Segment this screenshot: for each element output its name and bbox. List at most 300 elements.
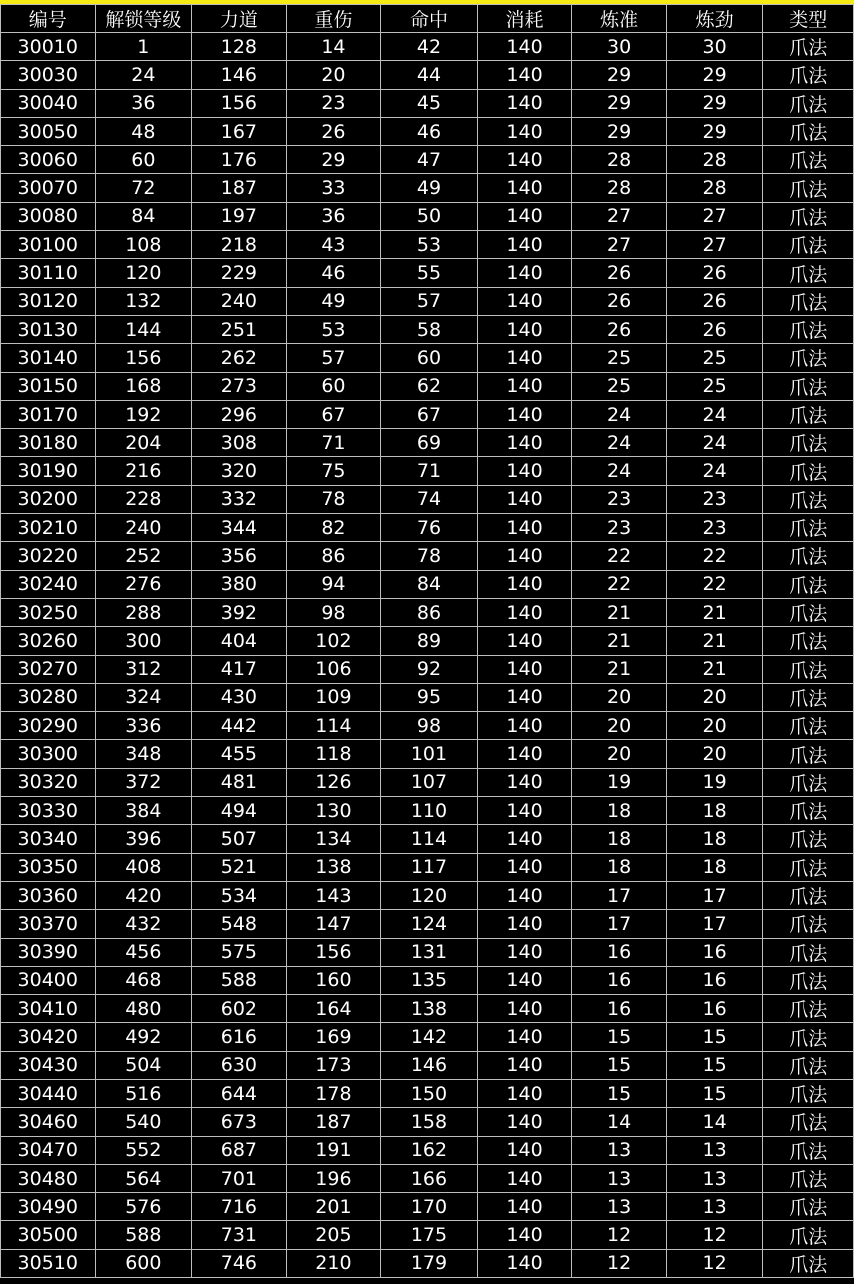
cell-cost: 140 bbox=[477, 485, 572, 513]
header-strength: 力道 bbox=[192, 5, 287, 33]
cell-heavy-damage: 109 bbox=[286, 683, 381, 711]
cell-cost: 140 bbox=[477, 1249, 572, 1277]
cell-refine-accuracy: 24 bbox=[572, 400, 667, 428]
table-row bbox=[1, 400, 854, 428]
cell-cost: 140 bbox=[477, 712, 572, 740]
header-refine-accuracy: 炼准 bbox=[572, 5, 667, 33]
cell-cost: 140 bbox=[477, 683, 572, 711]
cell-refine-accuracy: 12 bbox=[572, 1249, 667, 1277]
cell-strength: 442 bbox=[192, 712, 287, 740]
cell-cost: 140 bbox=[477, 315, 572, 343]
cell-refine-power: 25 bbox=[666, 372, 763, 400]
cell-cost: 140 bbox=[477, 146, 572, 174]
cell-id: 30410 bbox=[1, 995, 96, 1023]
cell-cost: 140 bbox=[477, 542, 572, 570]
cell-cost: 140 bbox=[477, 825, 572, 853]
cell-refine-power: 26 bbox=[666, 287, 763, 315]
cell-heavy-damage: 46 bbox=[286, 259, 381, 287]
cell-type: 爪法 bbox=[763, 259, 854, 287]
cell-refine-accuracy: 24 bbox=[572, 429, 667, 457]
cell-id: 30290 bbox=[1, 712, 96, 740]
cell-refine-power: 20 bbox=[666, 712, 763, 740]
cell-refine-power: 16 bbox=[666, 995, 763, 1023]
cell-type: 爪法 bbox=[763, 61, 854, 89]
cell-accuracy: 78 bbox=[381, 542, 478, 570]
cell-cost: 140 bbox=[477, 1136, 572, 1164]
cell-accuracy: 114 bbox=[381, 825, 478, 853]
cell-unlock-level: 1 bbox=[95, 33, 192, 61]
table-row bbox=[1, 1164, 854, 1192]
cell-accuracy: 117 bbox=[381, 853, 478, 881]
table-row bbox=[1, 995, 854, 1023]
cell-unlock-level: 576 bbox=[95, 1193, 192, 1221]
cell-unlock-level: 288 bbox=[95, 598, 192, 626]
table-row bbox=[1, 33, 854, 61]
cell-refine-accuracy: 18 bbox=[572, 825, 667, 853]
cell-refine-power: 29 bbox=[666, 117, 763, 145]
cell-refine-power: 23 bbox=[666, 485, 763, 513]
cell-accuracy: 142 bbox=[381, 1023, 478, 1051]
cell-accuracy: 86 bbox=[381, 598, 478, 626]
table-row bbox=[1, 485, 854, 513]
table-row bbox=[1, 1221, 854, 1249]
cell-accuracy: 120 bbox=[381, 881, 478, 909]
cell-strength: 430 bbox=[192, 683, 287, 711]
cell-refine-power: 22 bbox=[666, 570, 763, 598]
cell-cost: 140 bbox=[477, 768, 572, 796]
cell-id: 30050 bbox=[1, 117, 96, 145]
cell-unlock-level: 336 bbox=[95, 712, 192, 740]
cell-id: 30130 bbox=[1, 315, 96, 343]
cell-cost: 140 bbox=[477, 995, 572, 1023]
cell-cost: 140 bbox=[477, 655, 572, 683]
cell-cost: 140 bbox=[477, 429, 572, 457]
cell-type: 爪法 bbox=[763, 287, 854, 315]
cell-accuracy: 69 bbox=[381, 429, 478, 457]
cell-refine-power: 18 bbox=[666, 825, 763, 853]
table-row bbox=[1, 797, 854, 825]
cell-refine-accuracy: 26 bbox=[572, 259, 667, 287]
cell-refine-accuracy: 25 bbox=[572, 372, 667, 400]
cell-cost: 140 bbox=[477, 457, 572, 485]
cell-refine-accuracy: 30 bbox=[572, 33, 667, 61]
cell-id: 30330 bbox=[1, 797, 96, 825]
cell-id: 30200 bbox=[1, 485, 96, 513]
cell-heavy-damage: 23 bbox=[286, 89, 381, 117]
cell-refine-power: 23 bbox=[666, 514, 763, 542]
cell-heavy-damage: 173 bbox=[286, 1051, 381, 1079]
cell-refine-accuracy: 23 bbox=[572, 485, 667, 513]
cell-strength: 273 bbox=[192, 372, 287, 400]
cell-refine-accuracy: 16 bbox=[572, 938, 667, 966]
table-row bbox=[1, 146, 854, 174]
cell-refine-power: 19 bbox=[666, 768, 763, 796]
cell-cost: 140 bbox=[477, 853, 572, 881]
cell-cost: 140 bbox=[477, 287, 572, 315]
cell-type: 爪法 bbox=[763, 740, 854, 768]
cell-refine-power: 29 bbox=[666, 61, 763, 89]
cell-type: 爪法 bbox=[763, 1079, 854, 1107]
cell-refine-power: 13 bbox=[666, 1136, 763, 1164]
cell-heavy-damage: 29 bbox=[286, 146, 381, 174]
cell-strength: 575 bbox=[192, 938, 287, 966]
cell-unlock-level: 420 bbox=[95, 881, 192, 909]
cell-unlock-level: 216 bbox=[95, 457, 192, 485]
cell-type: 爪法 bbox=[763, 1136, 854, 1164]
table-row bbox=[1, 910, 854, 938]
table-row bbox=[1, 1136, 854, 1164]
cell-strength: 229 bbox=[192, 259, 287, 287]
cell-id: 30400 bbox=[1, 966, 96, 994]
cell-id: 30210 bbox=[1, 514, 96, 542]
cell-heavy-damage: 14 bbox=[286, 33, 381, 61]
cell-refine-power: 13 bbox=[666, 1164, 763, 1192]
table-body bbox=[1, 33, 854, 1278]
cell-cost: 140 bbox=[477, 570, 572, 598]
cell-refine-accuracy: 22 bbox=[572, 542, 667, 570]
cell-id: 30490 bbox=[1, 1193, 96, 1221]
header-refine-power: 炼劲 bbox=[666, 5, 763, 33]
cell-heavy-damage: 178 bbox=[286, 1079, 381, 1107]
cell-type: 爪法 bbox=[763, 457, 854, 485]
cell-heavy-damage: 43 bbox=[286, 231, 381, 259]
table-header-row bbox=[1, 5, 854, 33]
cell-type: 爪法 bbox=[763, 231, 854, 259]
cell-cost: 140 bbox=[477, 117, 572, 145]
header-heavy-damage: 重伤 bbox=[286, 5, 381, 33]
table-row bbox=[1, 1079, 854, 1107]
cell-id: 30010 bbox=[1, 33, 96, 61]
table-row bbox=[1, 655, 854, 683]
cell-refine-accuracy: 22 bbox=[572, 570, 667, 598]
cell-accuracy: 74 bbox=[381, 485, 478, 513]
cell-refine-accuracy: 21 bbox=[572, 598, 667, 626]
cell-type: 爪法 bbox=[763, 655, 854, 683]
cell-strength: 146 bbox=[192, 61, 287, 89]
cell-unlock-level: 132 bbox=[95, 287, 192, 315]
cell-strength: 644 bbox=[192, 1079, 287, 1107]
cell-accuracy: 71 bbox=[381, 457, 478, 485]
table-row bbox=[1, 1108, 854, 1136]
cell-id: 30110 bbox=[1, 259, 96, 287]
cell-cost: 140 bbox=[477, 33, 572, 61]
cell-heavy-damage: 118 bbox=[286, 740, 381, 768]
cell-refine-power: 18 bbox=[666, 797, 763, 825]
cell-id: 30280 bbox=[1, 683, 96, 711]
cell-heavy-damage: 36 bbox=[286, 202, 381, 230]
cell-id: 30420 bbox=[1, 1023, 96, 1051]
cell-cost: 140 bbox=[477, 400, 572, 428]
cell-unlock-level: 600 bbox=[95, 1249, 192, 1277]
cell-refine-accuracy: 13 bbox=[572, 1136, 667, 1164]
cell-accuracy: 46 bbox=[381, 117, 478, 145]
header-unlock-level: 解锁等级 bbox=[95, 5, 192, 33]
cell-refine-power: 17 bbox=[666, 881, 763, 909]
cell-type: 爪法 bbox=[763, 146, 854, 174]
cell-unlock-level: 204 bbox=[95, 429, 192, 457]
cell-heavy-damage: 205 bbox=[286, 1221, 381, 1249]
cell-refine-accuracy: 16 bbox=[572, 995, 667, 1023]
cell-refine-power: 21 bbox=[666, 627, 763, 655]
cell-strength: 156 bbox=[192, 89, 287, 117]
cell-refine-power: 30 bbox=[666, 33, 763, 61]
header-cost: 消耗 bbox=[477, 5, 572, 33]
cell-heavy-damage: 187 bbox=[286, 1108, 381, 1136]
cell-accuracy: 76 bbox=[381, 514, 478, 542]
cell-unlock-level: 552 bbox=[95, 1136, 192, 1164]
cell-id: 30350 bbox=[1, 853, 96, 881]
header-accuracy: 命中 bbox=[381, 5, 478, 33]
cell-heavy-damage: 130 bbox=[286, 797, 381, 825]
cell-cost: 140 bbox=[477, 1193, 572, 1221]
cell-strength: 455 bbox=[192, 740, 287, 768]
cell-strength: 332 bbox=[192, 485, 287, 513]
cell-refine-power: 27 bbox=[666, 231, 763, 259]
cell-accuracy: 124 bbox=[381, 910, 478, 938]
cell-accuracy: 60 bbox=[381, 344, 478, 372]
cell-heavy-damage: 78 bbox=[286, 485, 381, 513]
cell-refine-power: 28 bbox=[666, 174, 763, 202]
cell-strength: 716 bbox=[192, 1193, 287, 1221]
cell-id: 30370 bbox=[1, 910, 96, 938]
cell-type: 爪法 bbox=[763, 485, 854, 513]
cell-strength: 218 bbox=[192, 231, 287, 259]
table-row bbox=[1, 1249, 854, 1277]
cell-cost: 140 bbox=[477, 174, 572, 202]
cell-refine-power: 24 bbox=[666, 400, 763, 428]
cell-unlock-level: 324 bbox=[95, 683, 192, 711]
cell-cost: 140 bbox=[477, 344, 572, 372]
cell-strength: 187 bbox=[192, 174, 287, 202]
cell-refine-accuracy: 15 bbox=[572, 1023, 667, 1051]
cell-refine-power: 24 bbox=[666, 429, 763, 457]
cell-heavy-damage: 94 bbox=[286, 570, 381, 598]
cell-heavy-damage: 196 bbox=[286, 1164, 381, 1192]
cell-refine-power: 27 bbox=[666, 202, 763, 230]
cell-unlock-level: 588 bbox=[95, 1221, 192, 1249]
cell-refine-power: 20 bbox=[666, 683, 763, 711]
cell-unlock-level: 384 bbox=[95, 797, 192, 825]
cell-refine-power: 24 bbox=[666, 457, 763, 485]
cell-unlock-level: 564 bbox=[95, 1164, 192, 1192]
cell-accuracy: 158 bbox=[381, 1108, 478, 1136]
cell-strength: 507 bbox=[192, 825, 287, 853]
cell-refine-accuracy: 25 bbox=[572, 344, 667, 372]
cell-id: 30060 bbox=[1, 146, 96, 174]
cell-heavy-damage: 126 bbox=[286, 768, 381, 796]
cell-strength: 262 bbox=[192, 344, 287, 372]
cell-refine-power: 21 bbox=[666, 598, 763, 626]
cell-type: 爪法 bbox=[763, 372, 854, 400]
cell-type: 爪法 bbox=[763, 995, 854, 1023]
cell-unlock-level: 24 bbox=[95, 61, 192, 89]
cell-id: 30250 bbox=[1, 598, 96, 626]
cell-refine-power: 16 bbox=[666, 938, 763, 966]
cell-type: 爪法 bbox=[763, 712, 854, 740]
cell-accuracy: 170 bbox=[381, 1193, 478, 1221]
cell-accuracy: 146 bbox=[381, 1051, 478, 1079]
table-row bbox=[1, 938, 854, 966]
cell-strength: 392 bbox=[192, 598, 287, 626]
cell-accuracy: 110 bbox=[381, 797, 478, 825]
cell-strength: 494 bbox=[192, 797, 287, 825]
cell-type: 爪法 bbox=[763, 344, 854, 372]
table-row bbox=[1, 429, 854, 457]
cell-unlock-level: 504 bbox=[95, 1051, 192, 1079]
cell-accuracy: 92 bbox=[381, 655, 478, 683]
cell-strength: 251 bbox=[192, 315, 287, 343]
cell-refine-power: 14 bbox=[666, 1108, 763, 1136]
cell-heavy-damage: 86 bbox=[286, 542, 381, 570]
cell-accuracy: 175 bbox=[381, 1221, 478, 1249]
cell-refine-power: 28 bbox=[666, 146, 763, 174]
cell-strength: 687 bbox=[192, 1136, 287, 1164]
cell-refine-accuracy: 17 bbox=[572, 881, 667, 909]
cell-accuracy: 44 bbox=[381, 61, 478, 89]
cell-unlock-level: 408 bbox=[95, 853, 192, 881]
cell-accuracy: 150 bbox=[381, 1079, 478, 1107]
cell-unlock-level: 276 bbox=[95, 570, 192, 598]
cell-heavy-damage: 60 bbox=[286, 372, 381, 400]
table-row bbox=[1, 627, 854, 655]
cell-id: 30240 bbox=[1, 570, 96, 598]
cell-type: 爪法 bbox=[763, 1249, 854, 1277]
table-row bbox=[1, 61, 854, 89]
cell-refine-power: 12 bbox=[666, 1221, 763, 1249]
cell-refine-accuracy: 20 bbox=[572, 712, 667, 740]
cell-heavy-damage: 160 bbox=[286, 966, 381, 994]
cell-heavy-damage: 67 bbox=[286, 400, 381, 428]
cell-strength: 197 bbox=[192, 202, 287, 230]
cell-type: 爪法 bbox=[763, 1164, 854, 1192]
cell-heavy-damage: 49 bbox=[286, 287, 381, 315]
cell-refine-accuracy: 20 bbox=[572, 683, 667, 711]
cell-cost: 140 bbox=[477, 881, 572, 909]
cell-refine-power: 12 bbox=[666, 1249, 763, 1277]
table-row bbox=[1, 315, 854, 343]
cell-accuracy: 95 bbox=[381, 683, 478, 711]
cell-refine-accuracy: 27 bbox=[572, 202, 667, 230]
cell-heavy-damage: 98 bbox=[286, 598, 381, 626]
cell-refine-accuracy: 29 bbox=[572, 61, 667, 89]
cell-refine-power: 22 bbox=[666, 542, 763, 570]
cell-type: 爪法 bbox=[763, 514, 854, 542]
cell-strength: 588 bbox=[192, 966, 287, 994]
cell-refine-power: 29 bbox=[666, 89, 763, 117]
cell-strength: 602 bbox=[192, 995, 287, 1023]
cell-unlock-level: 228 bbox=[95, 485, 192, 513]
cell-unlock-level: 192 bbox=[95, 400, 192, 428]
cell-unlock-level: 312 bbox=[95, 655, 192, 683]
cell-strength: 380 bbox=[192, 570, 287, 598]
cell-accuracy: 179 bbox=[381, 1249, 478, 1277]
cell-cost: 140 bbox=[477, 89, 572, 117]
cell-unlock-level: 480 bbox=[95, 995, 192, 1023]
cell-accuracy: 47 bbox=[381, 146, 478, 174]
cell-id: 30340 bbox=[1, 825, 96, 853]
cell-strength: 701 bbox=[192, 1164, 287, 1192]
cell-cost: 140 bbox=[477, 1023, 572, 1051]
cell-type: 爪法 bbox=[763, 683, 854, 711]
cell-type: 爪法 bbox=[763, 1051, 854, 1079]
cell-type: 爪法 bbox=[763, 570, 854, 598]
cell-type: 爪法 bbox=[763, 400, 854, 428]
cell-refine-power: 15 bbox=[666, 1023, 763, 1051]
cell-id: 30440 bbox=[1, 1079, 96, 1107]
cell-unlock-level: 516 bbox=[95, 1079, 192, 1107]
cell-refine-accuracy: 28 bbox=[572, 146, 667, 174]
cell-id: 30260 bbox=[1, 627, 96, 655]
cell-strength: 534 bbox=[192, 881, 287, 909]
cell-unlock-level: 540 bbox=[95, 1108, 192, 1136]
cell-cost: 140 bbox=[477, 938, 572, 966]
cell-unlock-level: 168 bbox=[95, 372, 192, 400]
cell-refine-accuracy: 12 bbox=[572, 1221, 667, 1249]
cell-refine-power: 17 bbox=[666, 910, 763, 938]
cell-heavy-damage: 134 bbox=[286, 825, 381, 853]
cell-heavy-damage: 201 bbox=[286, 1193, 381, 1221]
cell-heavy-damage: 156 bbox=[286, 938, 381, 966]
cell-strength: 167 bbox=[192, 117, 287, 145]
cell-unlock-level: 144 bbox=[95, 315, 192, 343]
cell-refine-accuracy: 19 bbox=[572, 768, 667, 796]
cell-type: 爪法 bbox=[763, 202, 854, 230]
cell-cost: 140 bbox=[477, 1221, 572, 1249]
cell-refine-power: 13 bbox=[666, 1193, 763, 1221]
table-row bbox=[1, 1023, 854, 1051]
table-row bbox=[1, 457, 854, 485]
cell-accuracy: 107 bbox=[381, 768, 478, 796]
cell-strength: 308 bbox=[192, 429, 287, 457]
cell-accuracy: 42 bbox=[381, 33, 478, 61]
cell-strength: 128 bbox=[192, 33, 287, 61]
cell-cost: 140 bbox=[477, 1164, 572, 1192]
cell-unlock-level: 492 bbox=[95, 1023, 192, 1051]
cell-cost: 140 bbox=[477, 259, 572, 287]
table-row bbox=[1, 344, 854, 372]
cell-heavy-damage: 53 bbox=[286, 315, 381, 343]
cell-accuracy: 50 bbox=[381, 202, 478, 230]
cell-accuracy: 101 bbox=[381, 740, 478, 768]
cell-refine-accuracy: 16 bbox=[572, 966, 667, 994]
cell-refine-accuracy: 15 bbox=[572, 1051, 667, 1079]
cell-id: 30030 bbox=[1, 61, 96, 89]
cell-accuracy: 58 bbox=[381, 315, 478, 343]
table-row bbox=[1, 740, 854, 768]
cell-refine-power: 26 bbox=[666, 315, 763, 343]
cell-id: 30080 bbox=[1, 202, 96, 230]
cell-cost: 140 bbox=[477, 514, 572, 542]
cell-unlock-level: 120 bbox=[95, 259, 192, 287]
cell-type: 爪法 bbox=[763, 315, 854, 343]
cell-type: 爪法 bbox=[763, 1023, 854, 1051]
cell-type: 爪法 bbox=[763, 117, 854, 145]
cell-type: 爪法 bbox=[763, 1193, 854, 1221]
cell-heavy-damage: 57 bbox=[286, 344, 381, 372]
cell-id: 30170 bbox=[1, 400, 96, 428]
cell-type: 爪法 bbox=[763, 938, 854, 966]
cell-refine-accuracy: 18 bbox=[572, 853, 667, 881]
cell-type: 爪法 bbox=[763, 174, 854, 202]
cell-refine-accuracy: 20 bbox=[572, 740, 667, 768]
cell-id: 30510 bbox=[1, 1249, 96, 1277]
cell-cost: 140 bbox=[477, 627, 572, 655]
cell-strength: 481 bbox=[192, 768, 287, 796]
cell-type: 爪法 bbox=[763, 881, 854, 909]
table-row bbox=[1, 881, 854, 909]
cell-cost: 140 bbox=[477, 598, 572, 626]
cell-heavy-damage: 164 bbox=[286, 995, 381, 1023]
